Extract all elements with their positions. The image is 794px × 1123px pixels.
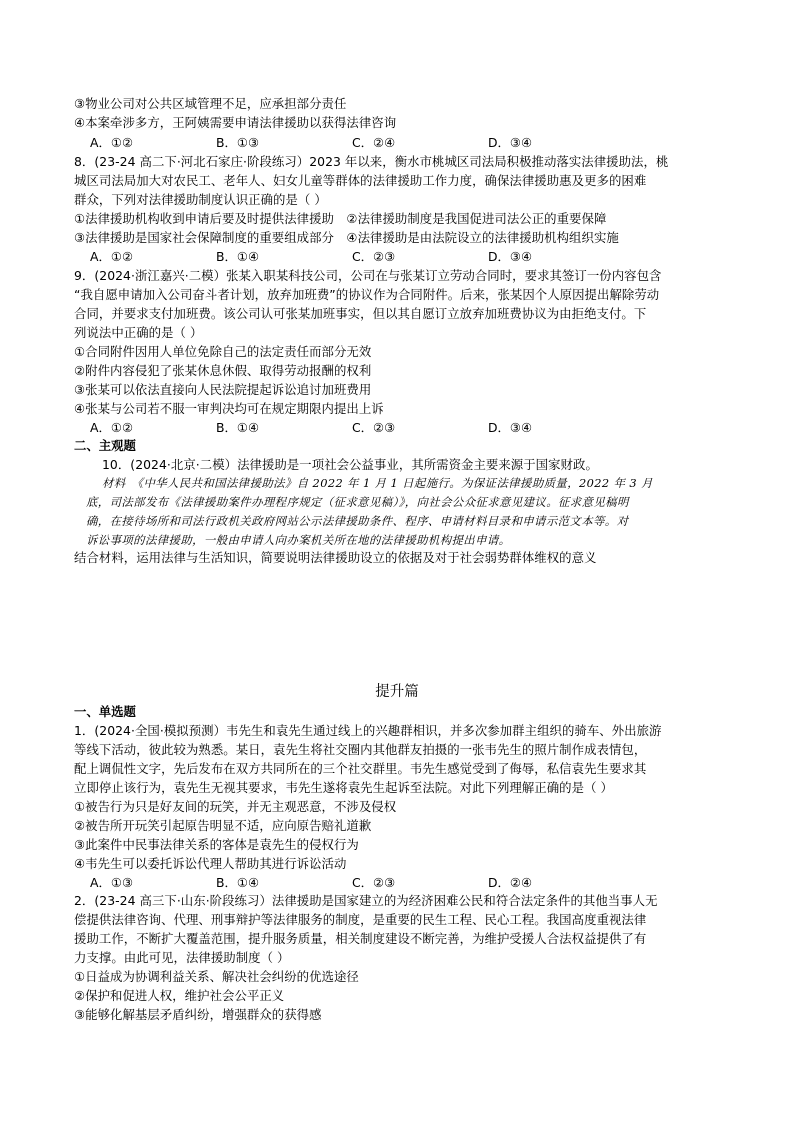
page-title: 提升篇 <box>375 684 419 700</box>
answer-options <box>90 873 720 892</box>
answer-options <box>90 133 720 152</box>
option-a: A．①③ <box>90 875 134 890</box>
statement-1-2: ①法律援助机构收到申请后要及时提供法律援助 ②法律援助制度是我国促进司法公正的重要保障 <box>74 211 607 226</box>
section-heading: 一、单选题 <box>74 704 136 719</box>
question-2-line: 力支撑。由此可见，法律援助制度（ ） <box>74 950 290 965</box>
question-1-line: 立即停止该行为，袁先生无视其要求，韦先生遂将袁先生起诉至法院。对此下列理解正确的是（ ） <box>74 780 613 795</box>
material-line: 诉讼事项的法律援助，一般由申请人向办案机关所在地的法律援助机构提出申请。 <box>86 533 511 547</box>
section-heading: 二、主观题 <box>74 438 136 453</box>
option-b: B．①④ <box>216 420 260 435</box>
statement-3-4: ③法律援助是国家社会保障制度的重要组成部分 ④法律援助是由法院设立的法律援助机构组织实施 <box>74 230 619 245</box>
question-8-line: 8．(23-24 高二下·河北石家庄·阶段练习）2023 年以来，衡水市桃城区司法局积极推动落实法律援助法，桃 <box>74 154 669 169</box>
question-2-line: 援助工作，不断扩大覆盖范围，提升服务质量，相关制度建设不断完善，为维护受援人合法权益提供了有 <box>74 931 647 946</box>
option-d: D．②④ <box>488 875 533 890</box>
statement-4: ④张某与公司若不服一审判决均可在规定期限内提出上诉 <box>74 401 384 416</box>
material-line: 底，司法部发布《法律援助案件办理程序规定（征求意见稿）》，向社会公众征求意见建议。征求意见稿明 <box>86 495 629 509</box>
answer-options <box>90 247 720 266</box>
question-1-line: 等线下活动，彼此较为熟悉。某日，袁先生将社交圈内其他群友拍摄的一张韦先生的照片制作成表情包， <box>74 742 647 757</box>
statement-3: ③此案件中民事法律关系的客体是袁先生的侵权行为 <box>74 837 359 852</box>
option-c: C．②③ <box>352 875 396 890</box>
question-1-line: 1．(2024·全国·模拟预测）韦先生和袁先生通过线上的兴趣群相识，并多次参加群主组织的骑车、外出旅游 <box>74 723 662 738</box>
option-a: A．①② <box>90 249 134 264</box>
statement-1: ①合同附件因用人单位免除自己的法定责任而部分无效 <box>74 344 372 359</box>
statement-3: ③张某可以依法直接向人民法院提起诉讼追讨加班费用 <box>74 382 372 397</box>
question-8-line: 城区司法局加大对农民工、老年人、妇女儿童等群体的法律援助工作力度，确保法律援助惠及更多的困难 <box>74 173 647 188</box>
option-b: B．①③ <box>216 135 260 150</box>
statement-1: ①被告行为只是好友间的玩笑，并无主观恶意，不涉及侵权 <box>74 799 397 814</box>
option-a: A．①② <box>90 135 134 150</box>
statement-4: ④韦先生可以委托诉讼代理人帮助其进行诉讼活动 <box>74 856 347 871</box>
option-d: D．③④ <box>488 420 533 435</box>
answer-options <box>90 418 720 437</box>
option-b: B．①④ <box>216 875 260 890</box>
question-9-line: 合同，并要求支付加班费。该公司认可张某加班事实，但以其自愿订立放弃加班费协议为由拒绝支付。下 <box>74 306 647 321</box>
question-9-line: 列说法中正确的是（ ） <box>74 325 203 340</box>
option-b: B．①④ <box>216 249 260 264</box>
question-2-line: 2．(23-24 高三下·山东·阶段练习）法律援助是国家建立的为经济困难公民和符合法定条件的其他当事人无 <box>74 893 658 908</box>
statement-2: ②附件内容侵犯了张某休息休假、取得劳动报酬的权利 <box>74 363 372 378</box>
statement-2: ②保护和促进人权，维护社会公平正义 <box>74 988 285 1003</box>
question-9-line: 9．(2024·浙江嘉兴·二模）张某入职某科技公司，公司在与张某订立劳动合同时，要求其签订一份内容包含 <box>74 268 662 283</box>
statement-4: ④本案牵涉多方，王阿姨需要申请法律援助以获得法律咨询 <box>74 115 397 130</box>
option-d: D．③④ <box>488 249 533 264</box>
option-d: D．③④ <box>488 135 533 150</box>
question-9-line: “我自愿申请加入公司奋斗者计划，放弃加班费”的协议作为合同附件。后来，张某因个人原因提出解除劳动 <box>74 287 660 302</box>
question-1-line: 配上调侃性文字，先后发布在双方共同所在的三个社交群里。韦先生感觉受到了侮辱，私信袁先生要求其 <box>74 761 647 776</box>
question-2-line: 偿提供法律咨询、代理、刑事辩护等法律服务的制度，是重要的民生工程、民心工程。我国高度重视法律 <box>74 912 647 927</box>
question-8-line: 群众，下列对法律援助制度认识正确的是（ ） <box>74 192 327 207</box>
option-c: C．②③ <box>352 420 396 435</box>
statement-1: ①日益成为协调利益关系、解决社会纠纷的优选途径 <box>74 969 359 984</box>
material-line: 确，在接待场所和司法行政机关政府网站公示法律援助条件、程序、申请材料目录和申请示范文本等。对 <box>86 514 629 528</box>
material-line: 材料 《中华人民共和国法律援助法》自 2022 年 1 月 1 日起施行。为保证法律援助质量，2022 年 3 月 <box>102 476 653 490</box>
option-a: A．①② <box>90 420 134 435</box>
option-c: C．②④ <box>352 135 396 150</box>
question-10-prompt: 结合材料，运用法律与生活知识，简要说明法律援助设立的依据及对于社会弱势群体维权的意义 <box>74 550 597 565</box>
option-c: C．②③ <box>352 249 396 264</box>
statement-2: ②被告所开玩笑引起原告明显不适，应向原告赔礼道歉 <box>74 818 372 833</box>
statement-3: ③能够化解基层矛盾纠纷，增强群众的获得感 <box>74 1007 322 1022</box>
statement-3: ③物业公司对公共区域管理不足，应承担部分责任 <box>74 96 347 111</box>
question-10-line: 10．(2024·北京·二模）法律援助是一项社会公益事业，其所需资金主要来源于国家财政。 <box>102 457 598 472</box>
